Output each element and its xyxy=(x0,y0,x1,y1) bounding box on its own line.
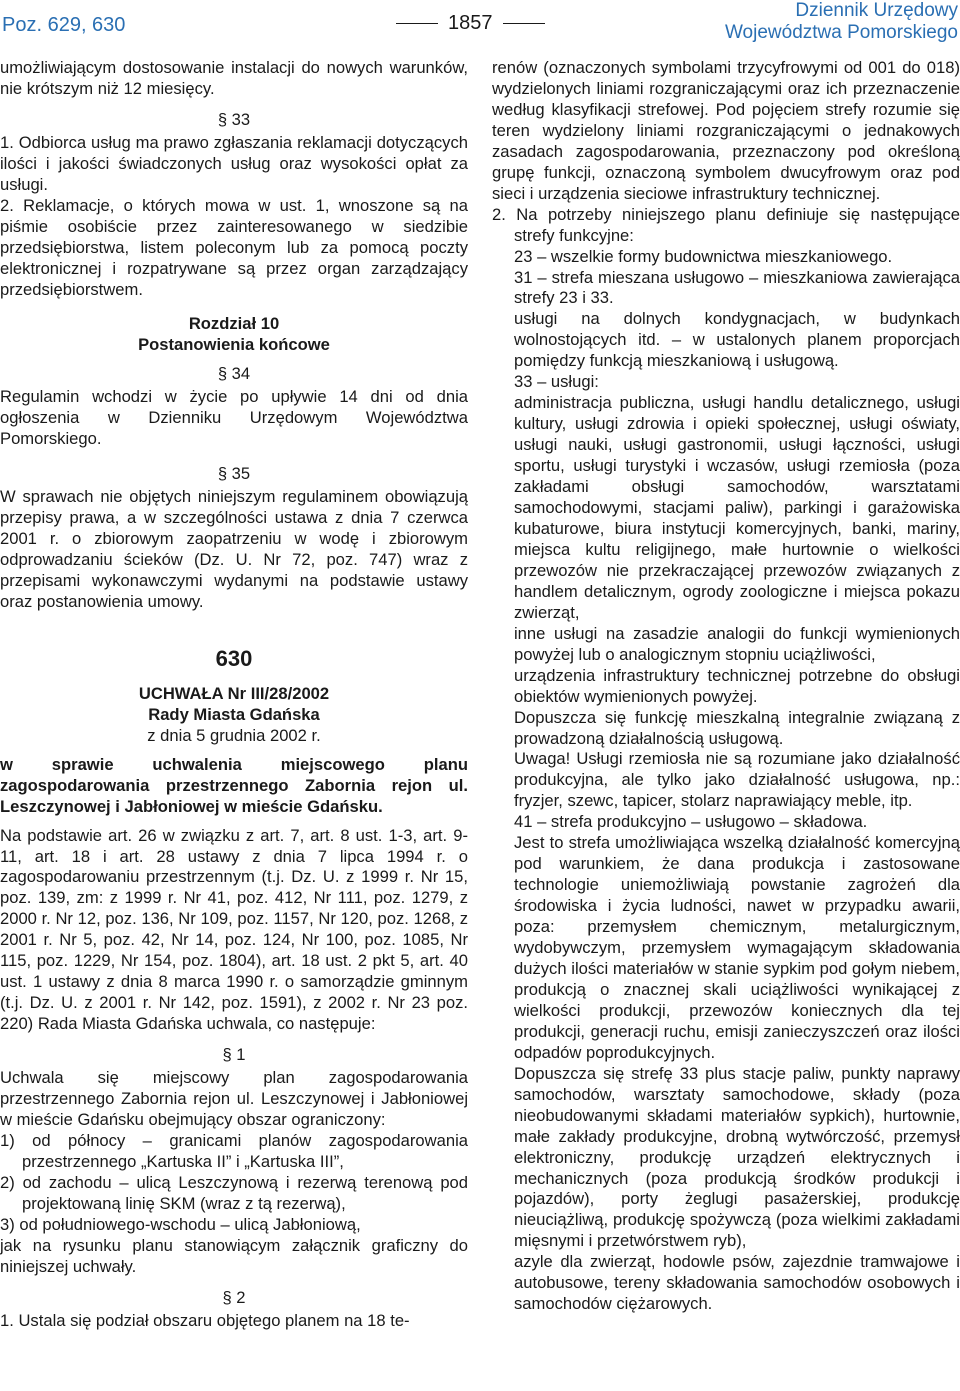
paragraph: 1. Ustala się podział obszaru objętego planem na 18 te- xyxy=(0,1310,410,1330)
paragraph: Dopuszcza się funkcję mieszkalną integralnie związaną z prowadzoną działalnością usługową. xyxy=(514,707,960,748)
section-mark: § 33 xyxy=(217,109,251,129)
paragraph: umożliwiającym dostosowanie instalacji do nowych warunków, nie krótszym niż 12 miesięcy. xyxy=(0,58,468,98)
position-ref: Poz. 629, 630 xyxy=(2,14,126,36)
paragraph: Na podstawie art. 26 w związku z art. 7, art. 8 ust. 1-3, art. 9-11, art. 18 i art. 28 ustawy z dnia 7 lipca 1994 r. o zagospodarowaniu przestrzennym (t.j. Dz. U. z 1999 r. Nr 15, poz. 139, zm: z 1999 r. Nr 41, poz. 412, Nr 111, poz. 1279, z 2000 r. Nr 12, poz. 136, Nr 109, poz. 1157, Nr 120, poz. 1268, z 2001 r. Nr 5, poz. 42, Nr 14, poz. 124, Nr 100, poz. 1085, Nr 115, poz. 1229, Nr 154, poz. 1804), art. 18 ust. 2 pkt 5, art. 40 ust. 1 ustawy z dnia 8 marca 1990 r. o samorządzie gminnym (t.j. Dz. U. z 2001 r. Nr 142, poz. 1591), z 2002 r. Nr 23 poz. 220) Rada Miasta Gdańska uchwala, co następuje: xyxy=(0,825,468,1034)
list-item: 1) od północy – granicami planów zagospodarowania przestrzennego „Kartuska II” i „Kartuska III”, xyxy=(0,1130,468,1171)
paragraph: Uchwala się miejscowy plan zagospodarowania przestrzennego Zabornia rejon ul. Leszczynowej i Jabłoniowej w mieście Gdańsku obejmujący obszar ograniczony: xyxy=(0,1068,468,1129)
zone-def: 33 – usługi: xyxy=(514,372,599,392)
section-mark: § 35 xyxy=(217,464,251,484)
item-number: 630 xyxy=(215,645,253,671)
page-number: 1857 xyxy=(386,12,555,35)
paragraph: azyle dla zwierząt, hodowle psów, zajezdnie tramwajowe i autobusowe, tereny składowania samochodów osobowych i samochodów ciężarowych. xyxy=(514,1252,960,1314)
chapter-number: Rozdział 10 xyxy=(188,314,280,334)
zone-def: 41 – strefa produkcyjno – usługowo – składowa. xyxy=(514,812,868,832)
paragraph: Jest to strefa umożliwiająca wszelką działalność komercyjną pod warunkiem, że dana produkcja i zastosowane technologie uniemożliwiają powstanie zagrożeń dla środowiska i życia ludności, nawet w przypadku awarii, poza: przemysłem chemicznym, metalurgicznym, wydobywczym, przemysłem wymagającym składowania dużych ilości materiałów w stanie sypkim pod gołym niebem, produkcją o znacznej skali uciążliwości wynikającej z wielkości produkcji, przewozów koniecznych dla tej produkcji, generacji ruchu, emisji zanieczyszczeń oraz ilości odpadów poprodukcyjnych. xyxy=(514,833,960,1062)
paragraph: W sprawach nie objętych niniejszym regulaminem obowiązują przepisy prawa, a w szczególności ustawa z dnia 7 czerwca 2001 r. o zbiorowym zaopatrzeniu w wodę i zbiorowym odprowadzaniu ścieków (Dz. U. Nr 72, poz. 747) wraz z przepisami wykonawczymi wydanymi na podstawie ustawy oraz postanowienia umowy. xyxy=(0,487,468,611)
paragraph: usługi na dolnych kondygnacjach, w budynkach wolnostojących itd. – w ustalonych planem proporcjach pomiędzy funkcją mieszkaniową i usługową. xyxy=(514,309,960,371)
resolution-date: z dnia 5 grudnia 2002 r. xyxy=(147,725,321,745)
paragraph: urządzenia infrastruktury technicznej potrzebne do obsługi obiektów wymienionych powyżej. xyxy=(514,665,960,706)
left-column xyxy=(0,58,468,1331)
journal-name: Dziennik Urzędowy Województwa Pomorskiego xyxy=(724,0,958,43)
resolution-title: UCHWAŁA Nr III/28/2002 xyxy=(138,683,330,703)
paragraph: Uwaga! Usługi rzemiosła nie są rozumiane jako działalność produkcyjna, ale tylko jako działalność usługowa, np.: fryzjer, szewc, tapicer, stolarz naprawiający meble, itp. xyxy=(514,749,960,811)
page-header xyxy=(0,0,960,58)
paragraph: renów (oznaczonych symbolami trzycyfrowymi od 001 do 018) wydzielonych liniami rozgraniczającymi oraz ich przeznaczenie według klasyfikacji strefowej. Pod pojęciem strefy rozumie się teren wydzielony liniami rozgraniczającymi o jednakowych zasadach zagospodarowania, przeznaczony pod określoną grupę funkcji, oznaczoną symbolem dwucyfrowym oraz pod sieci i urządzenia sieciowe infrastruktury technicznej. xyxy=(492,58,960,203)
list-item: 2) od zachodu – ulicą Leszczynową i rezerwą terenową pod projektowaną linię SKM (wraz z tą rezerwą), xyxy=(0,1172,468,1213)
paragraph: administracja publiczna, usługi handlu detalicznego, usługi kultury, usługi zdrowia i opieki społecznej, usługi oświaty, usługi nauki, usługi gastronomii, usługi łączności, usługi sportu, usługi turystyki i wczasów, usługi rzemiosła (poza zakładami obsługi samochodów, warsztatami samochodowymi, stacjami paliw), parkingi i garażowiska kubaturowe, biura instytucji komercyjnych, banki, mariny, miejsca kultu religijnego, małe hurtownie o wielkości przewozów nie przekraczającej przewozów związanych z handlem detalicznym, ogrody zoologiczne i miejsca pokazu zwierząt, xyxy=(514,393,960,622)
paragraph: inne usługi na zasadzie analogii do funkcji wymienionych powyżej lub o analogicznym stopniu uciążliwości, xyxy=(514,623,960,664)
chapter-title: Postanowienia końcowe xyxy=(138,335,330,355)
list-item: 3) od południowego-wschodu – ulicą Jabłoniową, xyxy=(0,1214,361,1234)
resolution-subject: w sprawie uchwalenia miejscowego planu zagospodarowania przestrzennego Zabornia rejon ul. Leszczynowej i Jabłoniowej w mieście Gdańsku. xyxy=(0,754,468,816)
paragraph: 2. Na potrzeby niniejszego planu definiuje się następujące strefy funkcyjne: xyxy=(492,204,960,245)
paragraph: jak na rysunku planu stanowiącym załącznik graficzny do niniejszej uchwały. xyxy=(0,1235,468,1276)
zone-def: 31 – strefa mieszana usługowo – mieszkaniowa zawierająca strefy 23 i 33. xyxy=(514,267,960,308)
zone-def: 23 – wszelkie formy budownictwa mieszkaniowego. xyxy=(514,246,893,266)
section-mark: § 2 xyxy=(222,1287,246,1307)
section-mark: § 34 xyxy=(217,364,251,384)
paragraph: Dopuszcza się strefę 33 plus stacje paliw, punkty naprawy samochodów, warsztaty samochodowe, składy (poza nieobudowanymi składami materiałów sypkich), hurtownie, małe zakłady produkcyjne, drobną wytwórczość, przemysł elektroniczny, produkcję urządzeń elektrycznych i mechanicznych (poza produkcją środków produkcji i pojazdów), porty żeglugi pasażerskiej, produkcję nieuciążliwą, produkcję spożywczą (poza wielkimi zakładami mięsnymi i przetwórstwem ryb), xyxy=(514,1063,960,1251)
paragraph: 2. Reklamacje, o których mowa w ust. 1, wnoszone są na piśmie osobiście przez zainteresowanego w siedzibie przedsiębiorstwa, listem poleconym lub za pomocą poczty elektronicznej i rozpatrywane są przez organ zarządzający przedsiębiorstwem. xyxy=(0,195,468,299)
right-column xyxy=(492,58,960,1315)
paragraph: Regulamin wchodzi w życie po upływie 14 dni od dnia ogłoszenia w Dzienniku Urzędowym Województwa Pomorskiego. xyxy=(0,387,468,449)
council-name: Rady Miasta Gdańska xyxy=(148,704,320,724)
section-mark: § 1 xyxy=(222,1045,246,1065)
paragraph: 1. Odbiorca usług ma prawo zgłaszania reklamacji dotyczących ilości i jakości świadczonych usług oraz wysokości opłat za usługi. xyxy=(0,132,468,194)
